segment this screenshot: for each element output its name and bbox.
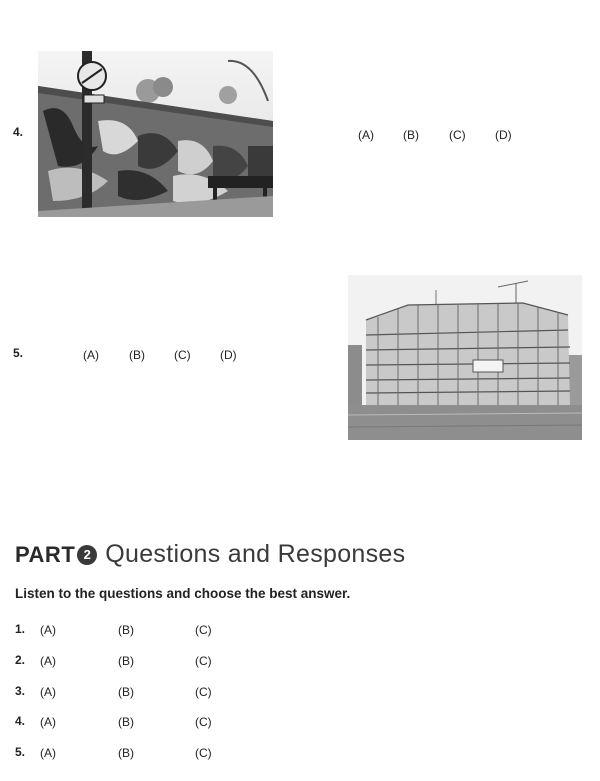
- option-c[interactable]: (C): [195, 654, 212, 668]
- part-label: PART: [15, 541, 76, 567]
- question-number: 5.: [15, 745, 26, 759]
- question-number: 1.: [15, 622, 26, 636]
- part-title: Questions and Responses: [105, 540, 406, 568]
- option-c[interactable]: (C): [195, 715, 212, 729]
- graffiti-wall-photo: [38, 51, 273, 217]
- question-row: [0, 653, 600, 673]
- option-a[interactable]: (A): [40, 623, 56, 637]
- q5-option-c[interactable]: (C): [174, 348, 191, 362]
- option-a[interactable]: (A): [40, 746, 56, 760]
- option-b[interactable]: (B): [118, 685, 134, 699]
- graffiti-wall-illustration: [38, 51, 273, 217]
- option-b[interactable]: (B): [118, 746, 134, 760]
- question-row: [0, 745, 600, 765]
- question-number: 3.: [15, 684, 26, 698]
- option-b[interactable]: (B): [118, 715, 134, 729]
- instructions: Listen to the questions and choose the best answer.: [15, 586, 351, 601]
- q4-option-a[interactable]: (A): [358, 128, 374, 142]
- option-c[interactable]: (C): [195, 746, 212, 760]
- construction-building-photo: [348, 275, 582, 440]
- question-number: 4.: [15, 714, 26, 728]
- q4-option-d[interactable]: (D): [495, 128, 512, 142]
- question-number: 2.: [15, 653, 26, 667]
- q4-option-c[interactable]: (C): [449, 128, 466, 142]
- question-5-number: 5.: [13, 346, 24, 360]
- option-a[interactable]: (A): [40, 715, 56, 729]
- question-row: [0, 714, 600, 734]
- part-number-badge: 2: [77, 545, 97, 565]
- option-c[interactable]: (C): [195, 623, 212, 637]
- q5-option-a[interactable]: (A): [83, 348, 99, 362]
- option-a[interactable]: (A): [40, 654, 56, 668]
- q4-option-b[interactable]: (B): [403, 128, 419, 142]
- q5-option-d[interactable]: (D): [220, 348, 237, 362]
- part2-heading: [15, 540, 405, 569]
- option-a[interactable]: (A): [40, 685, 56, 699]
- q5-option-b[interactable]: (B): [129, 348, 145, 362]
- question-4-number: 4.: [13, 125, 24, 139]
- construction-building-illustration: [348, 275, 582, 440]
- question-row: [0, 622, 600, 642]
- option-b[interactable]: (B): [118, 654, 134, 668]
- option-b[interactable]: (B): [118, 623, 134, 637]
- option-c[interactable]: (C): [195, 685, 212, 699]
- question-row: [0, 684, 600, 704]
